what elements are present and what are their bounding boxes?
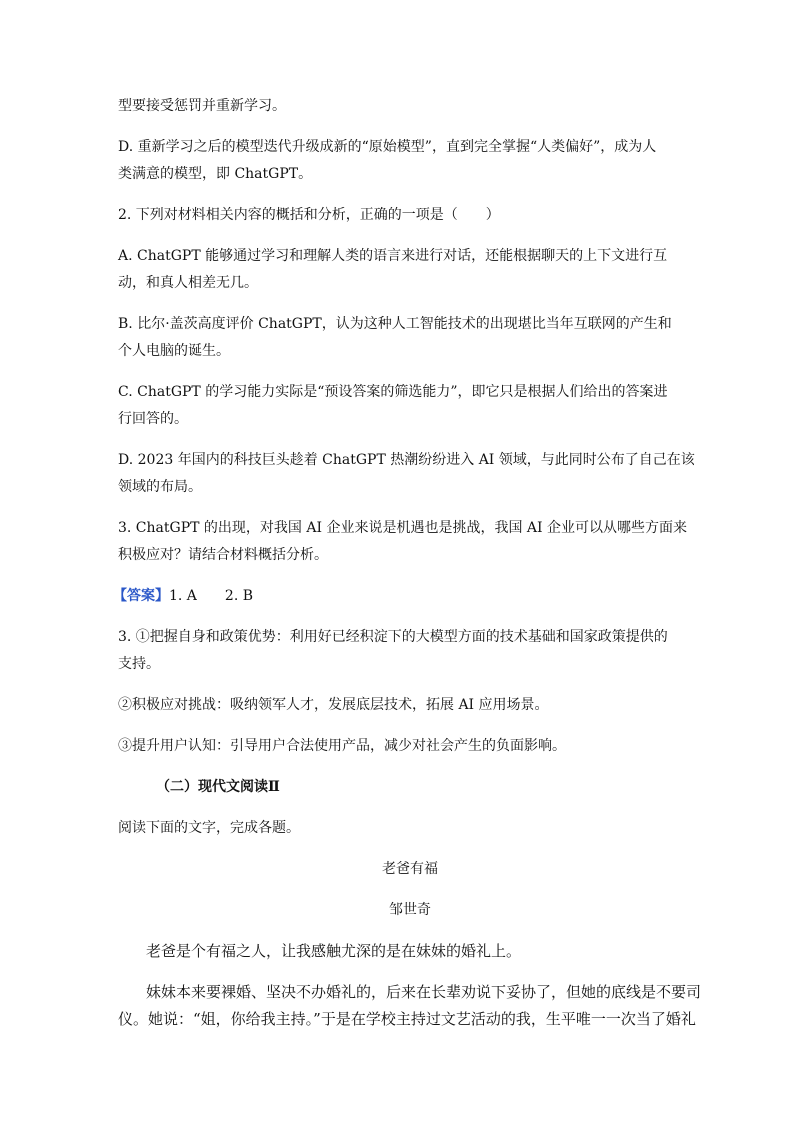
question-3-line-1: 3. ChatGPT 的出现，对我国 AI 企业来说是机遇也是挑战，我国 AI 企业可以从哪些方面来: [118, 520, 687, 536]
story-paragraph-1: 老爸是个有福之人，让我感触尤深的是在妹妹的婚礼上。: [146, 942, 522, 960]
option-b-line-2: 个人电脑的诞生。: [118, 343, 230, 359]
answer-3-line-1: 3. ①把握自身和政策优势：利用好已经积淀下的大模型方面的技术基础和国家政策提供的: [118, 629, 668, 645]
story-paragraph-2-line-1: 妹妹本来要裸婚、坚决不办婚礼的，后来在长辈劝说下妥协了，但她的底线是不要司: [146, 983, 702, 1001]
story-title: 老爸有福: [382, 861, 438, 877]
answer-text: 1. A 2. B: [169, 588, 254, 604]
story-author: 邹世奇: [389, 902, 431, 918]
paragraph-line: 型要接受惩罚并重新学习。: [118, 98, 286, 114]
option-a-line-2: 动，和真人相差无几。: [118, 275, 258, 291]
option-d-line-2: 类满意的模型，即 ChatGPT。: [118, 166, 313, 182]
answer-3-line-2: 支持。: [118, 656, 160, 672]
question-2: 2. 下列对材料相关内容的概括和分析，正确的一项是（ ）: [118, 207, 500, 223]
option-d2-line-2: 领域的布局。: [118, 479, 202, 495]
option-b-line-1: B. 比尔·盖茨高度评价 ChatGPT，认为这种人工智能技术的出现堪比当年互联网的产生和: [118, 316, 672, 332]
reading-instruction: 阅读下面的文字，完成各题。: [118, 820, 300, 836]
answer-line: [113, 586, 673, 606]
answer-tag: 【答案】: [113, 588, 169, 604]
option-d-line-1: D. 重新学习之后的模型迭代升级成新的“原始模型”，直到完全掌握“人类偏好”，成为人: [118, 139, 657, 155]
option-c-line-2: 行回答的。: [118, 411, 188, 427]
story-paragraph-2-line-2: 仪。她说：“姐，你给我主持。”于是在学校主持过文艺活动的我，生平唯一一次当了婚礼: [118, 1010, 696, 1028]
option-c-line-1: C. ChatGPT 的学习能力实际是“预设答案的筛选能力”，即它只是根据人们给出的答案进: [118, 384, 668, 400]
question-3-line-2: 积极应对？请结合材料概括分析。: [118, 547, 328, 563]
answer-3-point-3: ③提升用户认知：引导用户合法使用产品，减少对社会产生的负面影响。: [118, 738, 566, 754]
answer-3-point-2: ②积极应对挑战：吸纳领军人才，发展底层技术，拓展 AI 应用场景。: [118, 697, 549, 713]
option-d2-line-1: D. 2023 年国内的科技巨头趁着 ChatGPT 热潮纷纷进入 AI 领域，与此同时公布了自己在该: [118, 452, 695, 468]
option-a-line-1: A. ChatGPT 能够通过学习和理解人类的语言来进行对话，还能根据聊天的上下文进行互: [118, 248, 668, 264]
section-heading: （二）现代文阅读Ⅱ: [156, 779, 280, 795]
